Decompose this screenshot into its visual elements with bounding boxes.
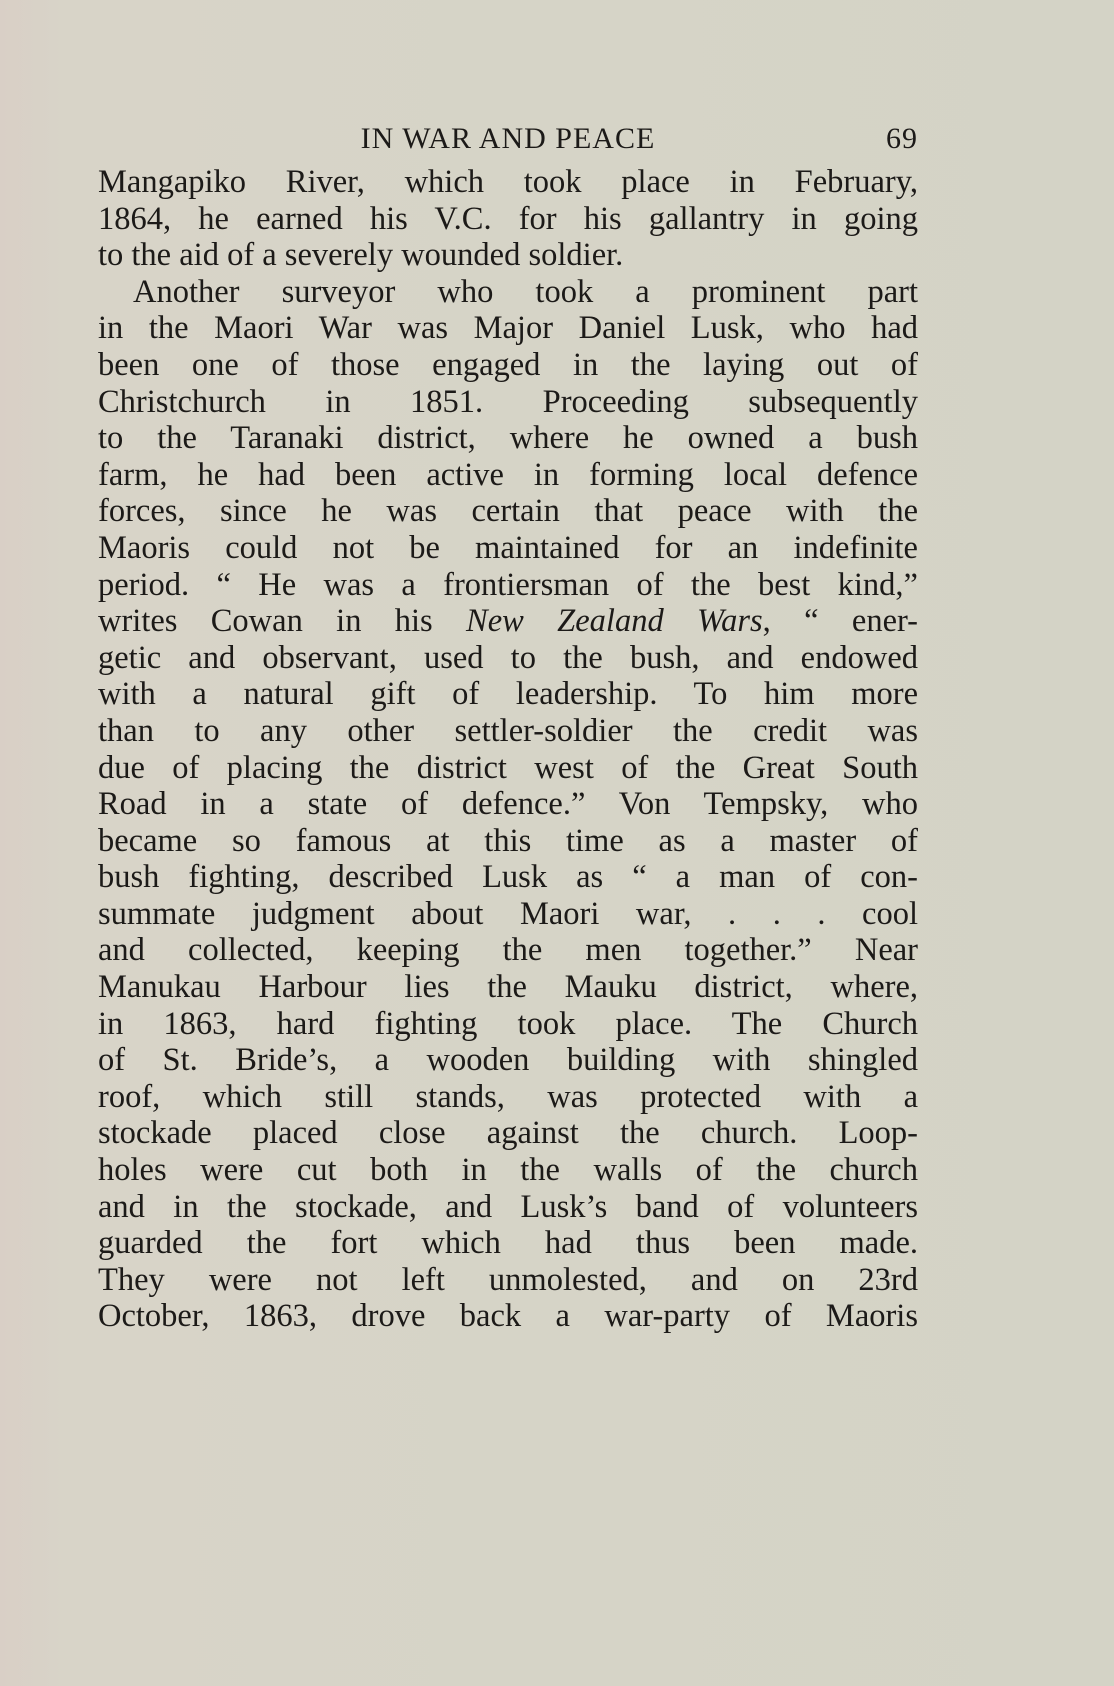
text-line: due of placing the district west of the Great South [98, 749, 918, 786]
text-run: writes Cowan in his [98, 603, 467, 640]
text-line: October, 1863, drove back a war-party of Maoris [98, 1298, 918, 1335]
text-line: holes were cut both in the walls of the church [98, 1152, 918, 1189]
text-line: 1864, he earned his V.C. for his gallantry in going [98, 200, 918, 237]
running-head [98, 118, 918, 164]
text-line: to the Taranaki district, where he owned a bush [98, 420, 918, 457]
text-line: of St. Bride’s, a wooden building with shingled [98, 1042, 918, 1079]
text-line: Road in a state of defence.” Von Tempsky, who [98, 786, 918, 823]
text-line: roof, which still stands, was protected with a [98, 1078, 918, 1115]
book-page [98, 118, 918, 1335]
text-line: in 1863, hard fighting took place. The Church [98, 1005, 918, 1042]
text-line: Mangapiko River, which took place in February, [98, 164, 918, 200]
text-line: summate judgment about Maori war, . . . cool [98, 895, 918, 932]
text-line: and collected, keeping the men together.” Near [98, 932, 918, 969]
text-line: in the Maori War was Major Daniel Lusk, who had [98, 310, 918, 347]
text-line: Manukau Harbour lies the Mauku district, where, [98, 969, 918, 1006]
text-line: bush fighting, described Lusk as “ a man of con- [98, 859, 918, 896]
text-run: , “ ener- [762, 603, 918, 640]
text-line: Christchurch in 1851. Proceeding subsequently [98, 383, 918, 420]
text-line: been one of those engaged in the laying out of [98, 346, 918, 383]
text-line: than to any other settler-soldier the credit was [98, 712, 918, 749]
body-text [98, 164, 918, 1335]
text-line: forces, since he was certain that peace with the [98, 493, 918, 530]
text-line: farm, he had been active in forming local defence [98, 456, 918, 493]
text-line: and in the stockade, and Lusk’s band of volunteers [98, 1188, 918, 1225]
text-line: period. “ He was a frontiersman of the best kind,” [98, 566, 918, 603]
text-line: getic and observant, used to the bush, and endowed [98, 639, 918, 676]
text-line: guarded the fort which had thus been made. [98, 1225, 918, 1262]
text-line: became so famous at this time as a master of [98, 822, 918, 859]
text-line: They were not left unmolested, and on 23rd [98, 1261, 918, 1298]
text-line: stockade placed close against the church. Loop- [98, 1115, 918, 1152]
text-line: Maoris could not be maintained for an indefinite [98, 529, 918, 566]
text-line: to the aid of a severely wounded soldier. [98, 237, 624, 274]
text-line: with a natural gift of leadership. To him more [98, 676, 918, 713]
book-title-italic: New Zealand Wars [466, 603, 763, 640]
page-number: 69 [886, 122, 918, 155]
text-line [98, 603, 918, 640]
text-line: Another surveyor who took a prominent part [133, 273, 918, 310]
running-title: IN WAR AND PEACE [360, 122, 656, 155]
